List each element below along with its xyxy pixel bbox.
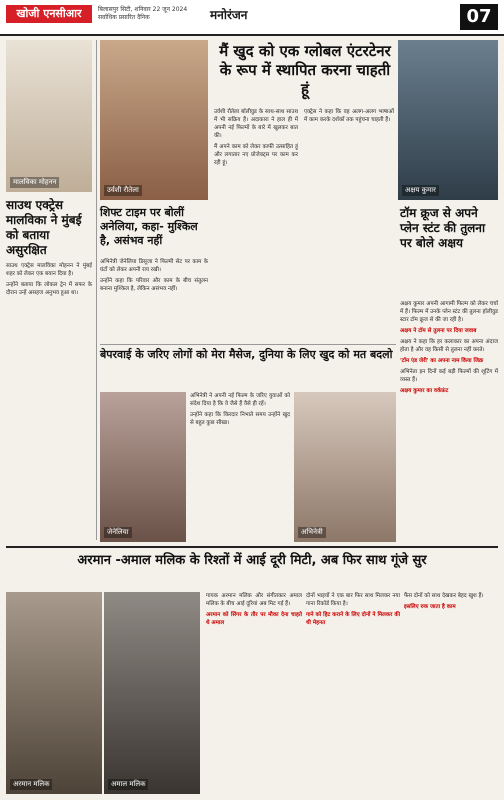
armaan-body-3 [404, 592, 498, 794]
bepwahi-headline: बेपरवाई के जरिए लोगों को मेरा मैसेज, दुनिया के लिए खुद को मत बदलो [100, 348, 393, 361]
urvashi-body-2 [304, 108, 394, 338]
akshay-subhead-1: अक्षय ने टॉम से तुलना पर दिया जवाब [400, 328, 477, 334]
amaal-photo [104, 592, 200, 794]
paragraph: मैं अपने काम को लेकर काफी उत्साहित हूं और लगातार नए प्रोजेक्ट्स पर काम कर रही हूं। [214, 144, 298, 166]
section-rule [100, 344, 396, 345]
urvashi-body [214, 108, 298, 338]
akshay-body [400, 300, 498, 540]
photo-caption: अक्षय कुमार [402, 185, 439, 196]
column-rule [96, 40, 97, 540]
armaan-body-1 [206, 592, 302, 794]
armaan-headline: अरमान -अमाल मलिक के रिश्तों में आई दूरी मिटी, अब फिर साथ गूंजे सुर [77, 553, 427, 568]
paragraph: उर्वशी रौतेला बॉलीवुड के साथ-साथ साउथ में भी सक्रिय हैं। अदाकारा ने हाल ही में अपनी नई फिल्मों के बारे में खुलकर बात की। [214, 109, 298, 139]
akshay-subhead-3: अक्षय कुमार का वर्कफ्रंट [400, 388, 449, 394]
paragraph: अभिनेत्री ने अपनी नई फिल्म के जरिए युवाओं को संदेश दिया है कि वे जैसे हैं वैसे ही रहें। [190, 393, 290, 407]
bepwahi-photo-1 [100, 392, 186, 542]
paragraph: एक्ट्रेस ने कहा कि वह अलग-अलग भाषाओं में काम करके दर्शकों तक पहुंचना चाहती हैं। [304, 109, 394, 123]
armaan-body-2 [306, 592, 400, 794]
armaan-photo [6, 592, 102, 794]
masthead [0, 0, 504, 36]
akshay-headline: टॉम क्रूज से अपने प्लेन स्टंट की तुलना पर बोले अक्षय [400, 206, 486, 250]
armaan-subhead-3: इसलिए रुक जाता है काम [404, 604, 456, 610]
bepwahi-body [190, 392, 290, 542]
paragraph: अभिनेता इन दिनों कई बड़ी फिल्मों की शूटिंग में व्यस्त हैं। [400, 369, 498, 383]
section-rule [6, 546, 498, 548]
paragraph: उन्होंने बताया कि लोकल ट्रेन में सफर के दौरान उन्हें असहज अनुभव हुआ था। [6, 282, 92, 296]
paragraph: गायक अरमान मलिक और संगीतकार अमाल मलिक के बीच आई दूरियां अब मिट गई हैं। [206, 593, 302, 607]
paragraph: अक्षय ने कहा कि हर कलाकार का अपना अंदाज होता है और वह किसी से तुलना नहीं करते। [400, 339, 498, 353]
paragraph: दोनों भाइयों ने एक बार फिर साथ मिलकर नया गाना रिकॉर्ड किया है। [306, 593, 400, 607]
masthead-date: बिलासपुर सिटी, शनिवार 22 जून 2024 [98, 6, 188, 13]
photo-caption: अमाल मलिक [108, 779, 148, 790]
brand-logo: खोजी एनसीआर [6, 5, 92, 23]
armaan-subhead-2: गाने को हिट कराने के लिए दोनों ने मिलकर की थी मेहनत [306, 612, 400, 626]
urvashi-photo [100, 40, 208, 200]
paragraph: साउथ एक्ट्रेस मालविका मोहनन ने मुंबई शहर को लेकर एक बयान दिया है। [6, 263, 92, 277]
paragraph: अक्षय कुमार अपनी आगामी फिल्म को लेकर चर्चा में हैं। फिल्म में उनके प्लेन स्टंट की तुलना हॉलीवुड स्टार टॉम क्रूज से की जा रही है। [400, 301, 498, 323]
masthead-tagline: सर्वाधिक प्रसारित दैनिक [98, 14, 150, 21]
section-title: मनोरंजन [210, 8, 248, 22]
malvika-photo [6, 40, 92, 192]
akshay-subhead-2: 'टॉम एंड जेरी' का अपना नाम किया जिक्र [400, 358, 484, 364]
paragraph: फैंस दोनों को साथ देखकर बेहद खुश हैं। [404, 593, 484, 599]
paragraph: उन्होंने कहा कि किरदार निभाते समय उन्होंने खुद से बहुत कुछ सीखा। [190, 412, 290, 426]
photo-caption: अरमान मलिक [10, 779, 52, 790]
urvashi-headline: मैं खुद को एक ग्लोबल एंटरटेनर के रूप में स्थापित करना चाहती हूं [219, 42, 391, 98]
page-number: 07 [460, 4, 498, 30]
masthead-meta [98, 6, 187, 22]
armaan-subhead-1: अरमान को सिंगर के तौर पर मौका देना चाहते थे अमाल [206, 612, 302, 626]
photo-caption: जेनेलिया [104, 527, 132, 538]
malvika-headline: साउथ एक्ट्रेस मालविका ने मुंबई को बताया असुरक्षित [6, 198, 82, 257]
bepwahi-photo-2 [294, 392, 396, 542]
paragraph: उन्होंने कहा कि परिवार और काम के बीच संतुलन बनाना मुश्किल है, लेकिन असंभव नहीं। [100, 278, 208, 292]
akshay-photo [398, 40, 498, 200]
shift-headline: शिफ्ट टाइम पर बोलीं अनेलिया, कहा- मुश्किल है, असंभव नहीं [100, 206, 198, 247]
malvika-body [6, 262, 92, 542]
photo-caption: मालविका मोहनन [10, 177, 59, 188]
photo-caption: उर्वशी रौतेला [104, 185, 142, 196]
paragraph: अभिनेत्री जेनेलिया डिसूजा ने फिल्मी सेट पर काम के घंटों को लेकर अपनी राय रखी। [100, 259, 208, 273]
photo-caption: अभिनेत्री [298, 527, 326, 538]
shift-body [100, 258, 208, 340]
